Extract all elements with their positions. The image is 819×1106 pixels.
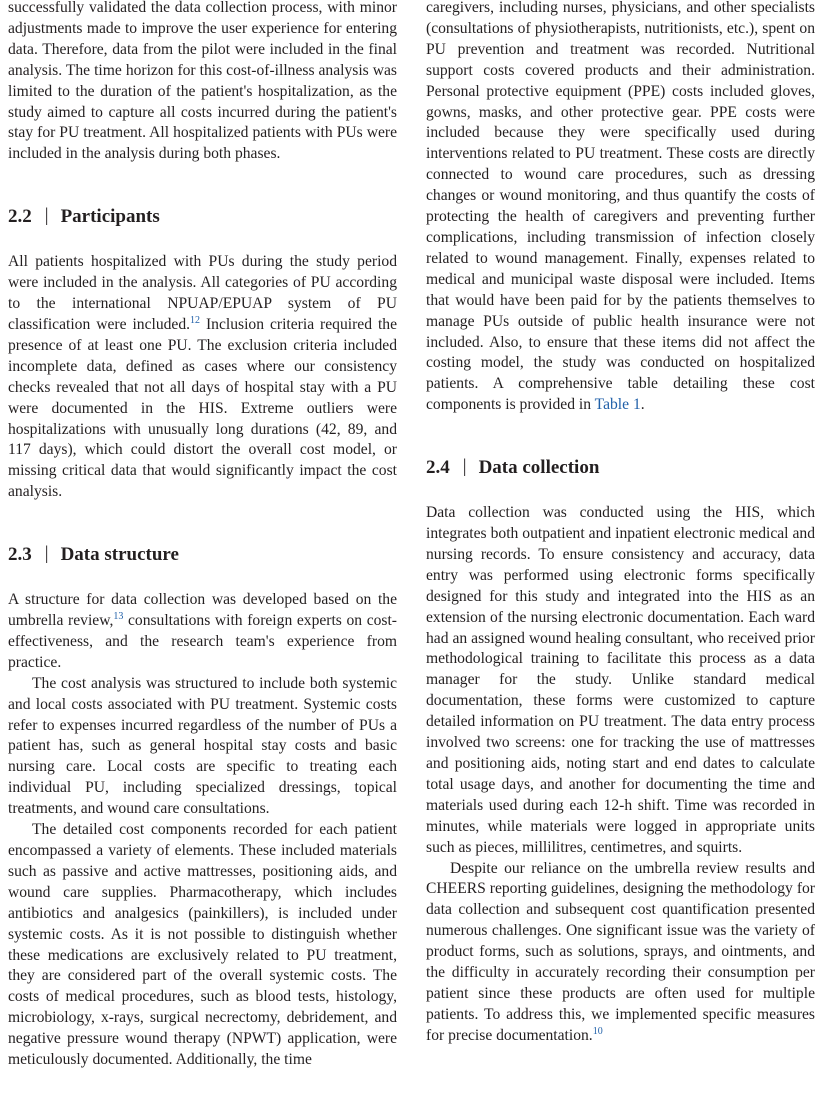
paragraph-text: All patients hospitalized with PUs during the study period were included in the analysis. All categories of PU according to the international NPUAP/EPUAP system of PU classification were included. xyxy=(8,253,397,333)
section-number: 2.3 xyxy=(8,544,32,566)
heading-divider: | xyxy=(44,543,49,565)
section-title: Data collection xyxy=(478,457,600,479)
paragraph-text: Inclusion criteria required the presence of at least one PU. The exclusion criteria included incomplete data, defined as cases where our consistency checks revealed that not all days of hospital stay with a PU were documented in the HIS. Extreme outliers were hospitalizations with unusually long durations (42, 89, and 117 days), which could distort the overall cost model, or missing critical data that would significantly impact the cost analysis. xyxy=(8,315,397,501)
participants-paragraph xyxy=(8,252,397,503)
left-column xyxy=(8,0,397,1071)
data-collection-paragraph-2 xyxy=(426,859,815,1047)
table-1-link[interactable]: Table 1 xyxy=(594,396,641,414)
paragraph-text: caregivers, including nurses, physicians, and other specialists (consultations of physiotherapists, nutritionists, etc.), spent on PU prevention and treatment was recorded. Nutritional support costs covered products and their administration. Personal protective equipment (PPE) costs included gloves, gowns, masks, and other protective gear. PPE costs were included because they were specifically used during interventions related to PU treatment. These costs are directly connected to wound care procedures, such as dressing changes or wound monitoring, and thus quantify the costs of protecting the health of caregivers and preventing further complications, including transmission of infection closely related to wound management. Finally, expenses related to medical and municipal waste disposal were included. Items that would have been paid for by the patients themselves to manage PUs outside of public health insurance were not included. Also, to ensure that these items did not affect the costing model, the study was conducted on hospitalized patients. A comprehensive table detailing these cost components is provided in xyxy=(426,0,815,414)
section-heading-2-3 xyxy=(8,543,397,567)
section-heading-2-4 xyxy=(426,456,815,480)
section-number: 2.4 xyxy=(426,457,450,479)
data-structure-paragraph-3: The detailed cost components recorded for each patient encompassed a variety of elements. These included materials such as passive and active mattresses, positioning aids, and wound care supplies. Pharmacotherapy, which includes antibiotics and analgesics (painkillers), is included under systemic costs. As it is not possible to distinguish whether these medications are exclusively related to PU treatment, they are considered part of the overall systemic costs. The costs of medical procedures, such as blood tests, histology, microbiology, x-rays, surgical necrectomy, debridement, and negative pressure wound therapy (NPWT) application, were meticulously documented. Additionally, the time xyxy=(8,821,397,1069)
reference-13[interactable]: 13 xyxy=(113,611,124,623)
heading-divider: | xyxy=(44,205,49,227)
paragraph-text: consultations with foreign experts on cost-effectiveness, and the research team's experience from practice. xyxy=(8,612,398,671)
paragraph-text: . xyxy=(640,396,645,414)
continued-paragraph xyxy=(426,0,815,416)
heading-divider: | xyxy=(462,456,467,478)
section-title: Data structure xyxy=(60,544,179,566)
data-collection-paragraph-1: Data collection was conducted using the HIS, which integrates both outpatient and inpatient electronic medical and nursing records. To ensure consistency and accuracy, data entry was performed using electronic forms specifically designed for this study and integrated into the HIS as an extension of the nursing electronic documentation. Each ward had an assigned wound healing consultant, who received prior methodological training to facilitate this process as a data manager for the study. Unlike standard medical documentation, these forms were customized to capture detailed information on PU treatment. The data entry process involved two screens: one for tracking the use of mattresses and positioning aids, noting start and end dates to calculate total usage days, and another for documenting the time and materials used during each 12-h shift. Time was recorded in minutes, while materials were logged in appropriate units such as pieces, millilitres, centimetres, and squirts. xyxy=(426,504,815,856)
section-title: Participants xyxy=(60,206,160,228)
section-heading-2-2 xyxy=(8,205,397,229)
paragraph-text: Despite our reliance on the umbrella review results and CHEERS reporting guidelines, designing the methodology for data collection and subsequent cost quantification presented numerous challenges. One significant issue was the variety of product forms, such as solutions, sprays, and ointments, and the difficulty in accurately recording their consumption per patient since these products are often used for multiple patients. To address this, we implemented specific measures for precise documentation. xyxy=(426,859,815,1044)
reference-10[interactable]: 10 xyxy=(592,1025,603,1037)
reference-12[interactable]: 12 xyxy=(190,314,201,326)
data-structure-paragraph-1 xyxy=(8,590,397,674)
paragraph-text: A structure for data collection was developed based on the umbrella review, xyxy=(8,591,397,630)
section-number: 2.2 xyxy=(8,206,32,228)
data-structure-paragraph-2: The cost analysis was structured to include both systemic and local costs associated with PU treatment. Systemic costs refer to expenses incurred regardless of the number of PUs a patient has, such as general hospital stay costs and basic nursing care. Local costs are specific to treating each individual PU, including specialized dressings, topical treatments, and wound care consultations. xyxy=(8,674,397,818)
right-column xyxy=(426,0,815,1047)
intro-paragraph: successfully validated the data collection process, with minor adjustments made to improve the user experience for entering data. Therefore, data from the pilot were included in the final analysis. The time horizon for this cost-of-illness analysis was limited to the duration of the patient's hospitalization, as the study aimed to capture all costs incurred during the patient's stay for PU treatment. All hospitalized patients with PUs were included in the analysis during both phases. xyxy=(8,0,397,163)
